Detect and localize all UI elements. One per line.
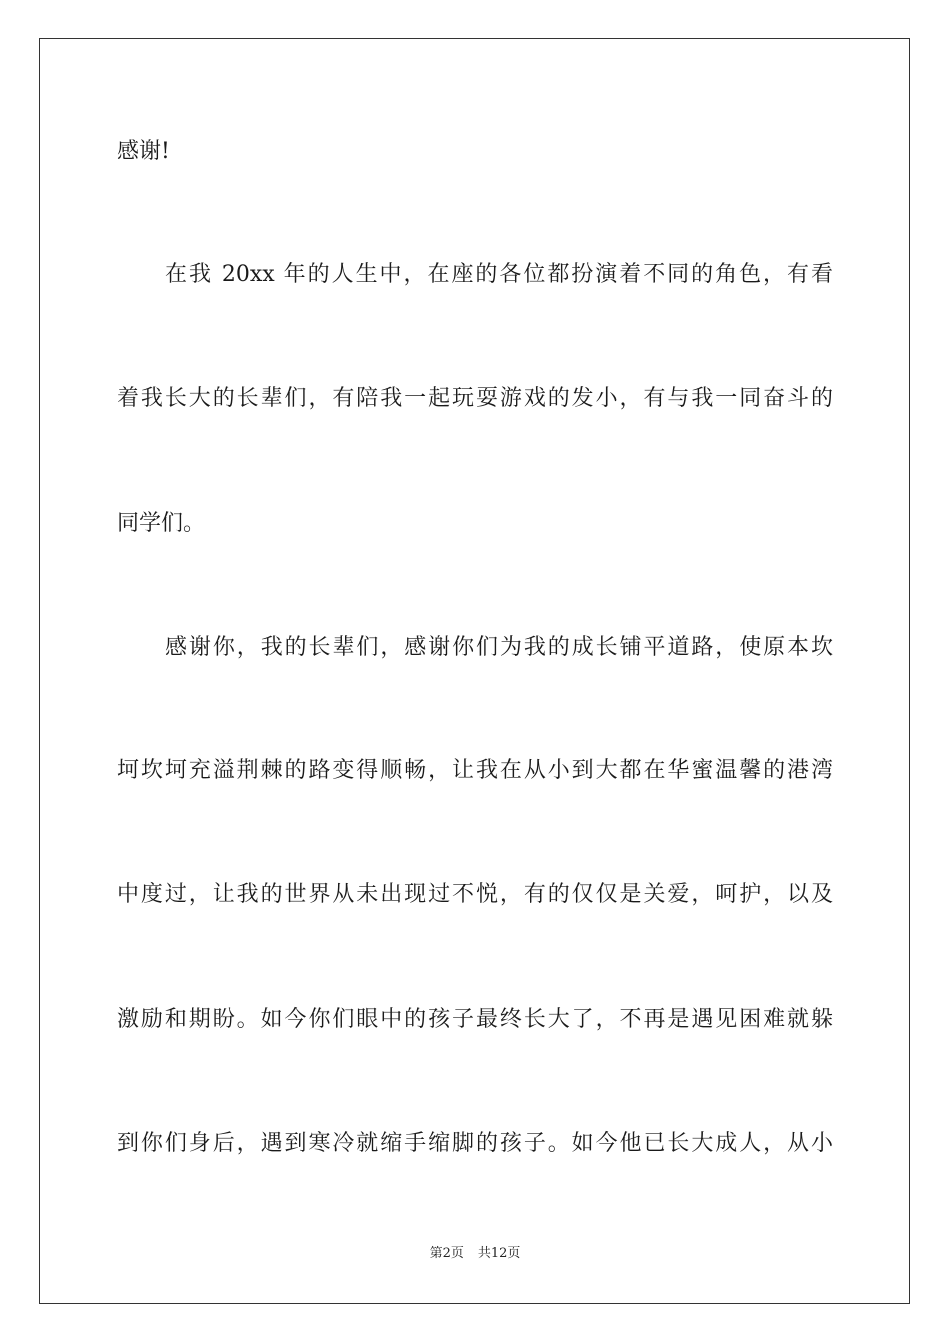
text-line: 坷坎坷充溢荆棘的路变得顺畅，让我在从小到大都在华蜜温馨的港湾	[117, 758, 833, 783]
page-number: 第2页	[429, 1246, 464, 1261]
text-line: 感谢你，我的长辈们，感谢你们为我的成长铺平道路，使原本坎	[165, 635, 833, 660]
text-line: 激励和期盼。如今你们眼中的孩子最终长大了，不再是遇见困难就躲	[117, 1007, 833, 1032]
text-line: 在我 20xx 年的人生中，在座的各位都扮演着不同的角色，有看	[165, 262, 833, 287]
text-line: 感谢!	[117, 139, 170, 164]
text-line: 到你们身后，遇到寒冷就缩手缩脚的孩子。如今他已长大成人，从小	[117, 1131, 833, 1156]
page-border	[39, 38, 910, 1304]
page-footer	[0, 1245, 950, 1263]
text-line: 同学们。	[117, 511, 206, 536]
text-line: 中度过，让我的世界从未出现过不悦，有的仅仅是关爱，呵护，以及	[117, 882, 833, 907]
page-total: 共12页	[477, 1246, 521, 1261]
text-line: 着我长大的长辈们，有陪我一起玩耍游戏的发小，有与我一同奋斗的	[117, 386, 833, 411]
